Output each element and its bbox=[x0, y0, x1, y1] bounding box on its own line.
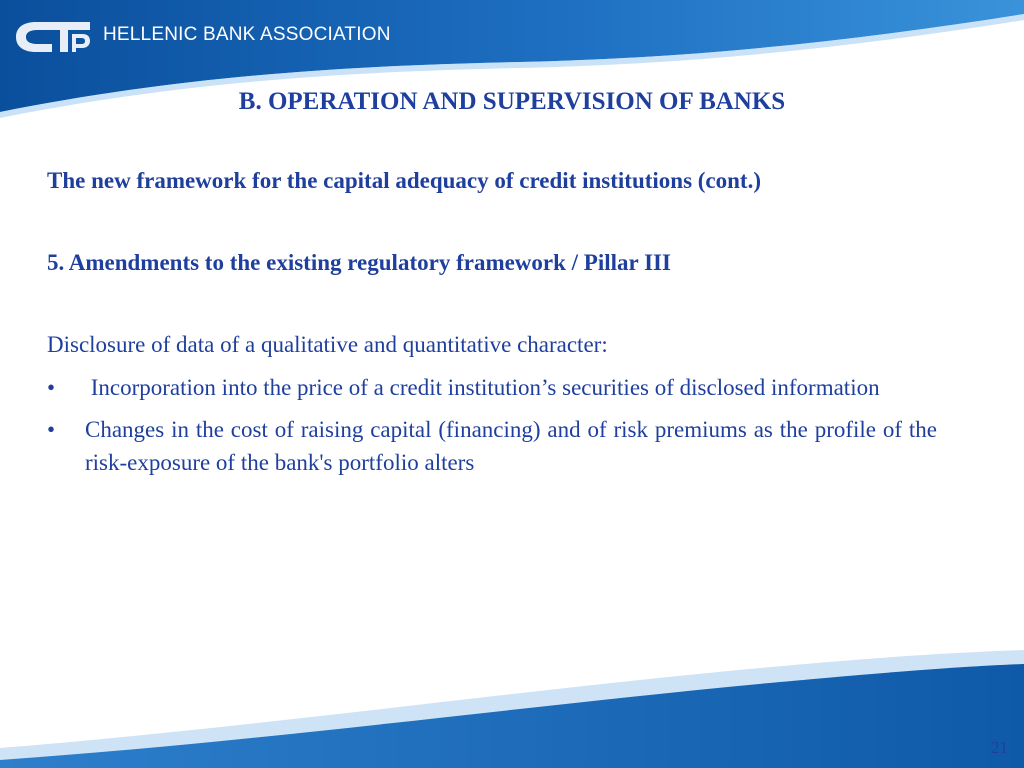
section-heading: 5. Amendments to the existing regulatory framework / Pillar III bbox=[47, 250, 671, 275]
bullet-text: Changes in the cost of raising capital (financing) and of risk premiums as the profile of the risk-exposure of the bank's portfolio alters bbox=[85, 417, 937, 475]
bullet-marker: • bbox=[47, 417, 56, 442]
slide-subtitle: The new framework for the capital adequacy of credit institutions (cont.) bbox=[47, 168, 761, 193]
organization-name: HELLENIC BANK ASSOCIATION bbox=[103, 24, 391, 45]
slide-title: B. OPERATION AND SUPERVISION OF BANKS bbox=[238, 88, 786, 115]
bullet-list bbox=[47, 371, 937, 488]
hba-logo-icon bbox=[14, 18, 92, 56]
intro-text: Disclosure of data of a qualitative and quantitative character: bbox=[47, 332, 608, 357]
footer-wave bbox=[0, 664, 1024, 768]
list-item bbox=[47, 371, 937, 404]
bullet-marker: • bbox=[47, 375, 56, 400]
page-number: 21 bbox=[991, 738, 1008, 757]
list-item bbox=[47, 413, 937, 479]
bullet-text: Incorporation into the price of a credit institution’s securities of disclosed information bbox=[85, 375, 880, 400]
